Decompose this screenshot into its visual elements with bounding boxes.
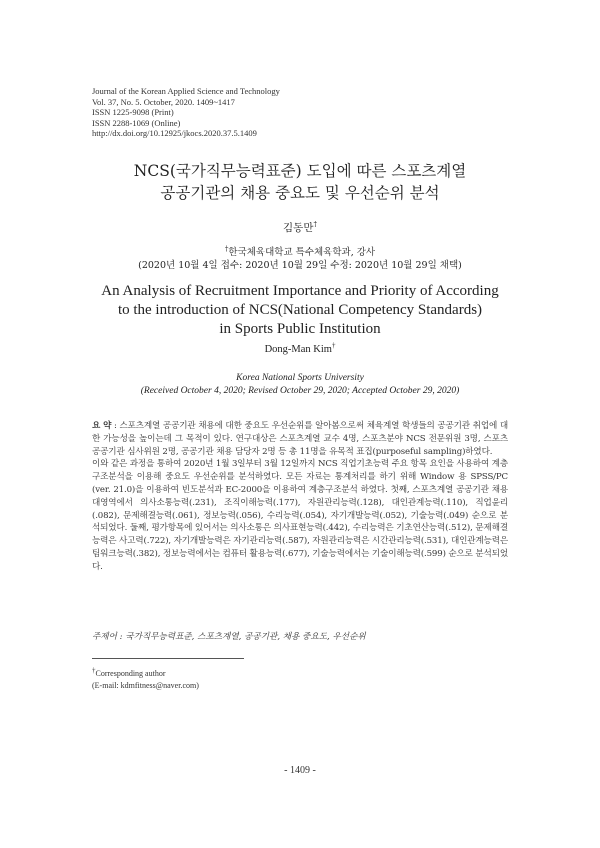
abstract-text-1: : 스포츠계열 공공기관 채용에 대한 중요도 우선순위를 알아봄으로써 체육계열 학생들의 공공기관 취업에 대한 가능성을 높이는데 그 목적이 있다. 연구대상은 스포츠계열 교수 4명, 스포츠분야 NCS 전문위원 3명, 스포츠 공공기관 심사위원 2명, 공공기관 채용 담당자 2명 등 총 11명을 유목적 표집(purposeful sampling)하였다. [92,421,508,457]
abstract-paragraph-2: 이와 같은 과정을 통하여 2020년 1월 3일부터 3월 12일까지 NCS 직업기초능력 주요 항목 요인을 사용하여 계층구조분석을 이용해 중요도 우선순위를 분석하였다. 모든 자료는 통계처리를 하기 위해 Window 용 SPSS/PC (ver. 21.0)을 이용하여 빈도분석과 EC-2000을 이용하여 계층구조분석 하였다. 첫째, 스포츠계열 공공기관 채용 대영역에서 의사소통능력(.231), 조직이해능력(.177), 자원관리능력(.128), 대인관계능력(.110), 직업윤리(.082), 문제해결능력(.061), 정보능력(.056), 수리능력(.054), 자기개발능력(.052), 기술능력(.049) 순으로 분석되었다. 둘째, 평가항목에 있어서는 의사소통은 의사표현능력(.442), 수리능력은 기초연산능력(.512), 문제해결능력은 사고력(.722), 자기개발능력은 자기관리능력(.587), 자원관리능력은 시간관리능력(.531), 대인관계능력은 팀워크능력(.382), 정보능력에서는 컴퓨터 활용능력(.677), 기술능력에서는 기술이해능력(.599) 순으로 분석되었다. [92,459,508,572]
issn-online: ISSN 2288-1069 (Online) [92,117,181,128]
journal-name: Journal of the Korean Applied Science and Technology [92,86,280,96]
page-number: - 1409 - [284,765,316,776]
english-title-line-3: in Sports Public Institution [219,321,381,337]
korean-author-name: 김동만 [283,222,314,234]
footnote-mark: † [92,666,96,675]
english-title-line-2: to the introduction of NCS(National Competency Standards) [117,302,483,318]
english-author-name: Dong-Man Kim [264,344,332,355]
doi-link[interactable]: http://dx.doi.org/10.12925/jkocs.2020.37.5.1409 [92,128,257,138]
journal-volume: Vol. 37, No. 5. October, 2020. 1409~1417 [92,96,235,107]
english-title [0,282,600,339]
footnote-email: (E-mail: kdmfitness@naver.com) [92,680,199,690]
english-dates: (Received October 4, 2020; Revised October 29, 2020; Accepted October 29, 2020) [140,386,460,396]
english-affiliation [0,372,600,398]
korean-affiliation-mark: † [224,244,229,253]
english-affiliation-text: Korea National Sports University [236,373,364,383]
korean-author-mark: † [313,220,317,229]
korean-title [0,160,600,204]
footnote-line-1: Corresponding author [95,669,166,678]
english-title-line-1: An Analysis of Recruitment Importance and Priority of According [101,283,499,299]
abstract-paragraph-1 [92,420,508,458]
korean-affiliation-text: 한국체육대학교 특수체육학과, 강사 [228,247,376,258]
korean-dates: (2020년 10월 4일 접수: 2020년 10월 29일 수정: 2020년 10월 29일 채택) [138,260,462,271]
journal-info [92,86,280,139]
english-author-mark: † [331,341,336,350]
keywords: 주제어 : 국가직무능력표준, 스포츠계열, 공공기관, 채용 중요도, 우선순위 [92,632,366,642]
abstract-label: 요 약 [92,421,112,431]
english-author [0,341,600,355]
issn-print: ISSN 1225-9098 (Print) [92,107,174,117]
footnote [92,668,199,691]
korean-title-line-2: 공공기관의 채용 중요도 및 우선순위 분석 [160,184,440,202]
korean-affiliation [0,246,600,272]
korean-title-line-1: NCS(국가직무능력표준) 도입에 따른 스포츠계열 [133,162,467,180]
korean-author [0,220,600,235]
footnote-divider [92,658,244,659]
abstract [92,420,508,574]
